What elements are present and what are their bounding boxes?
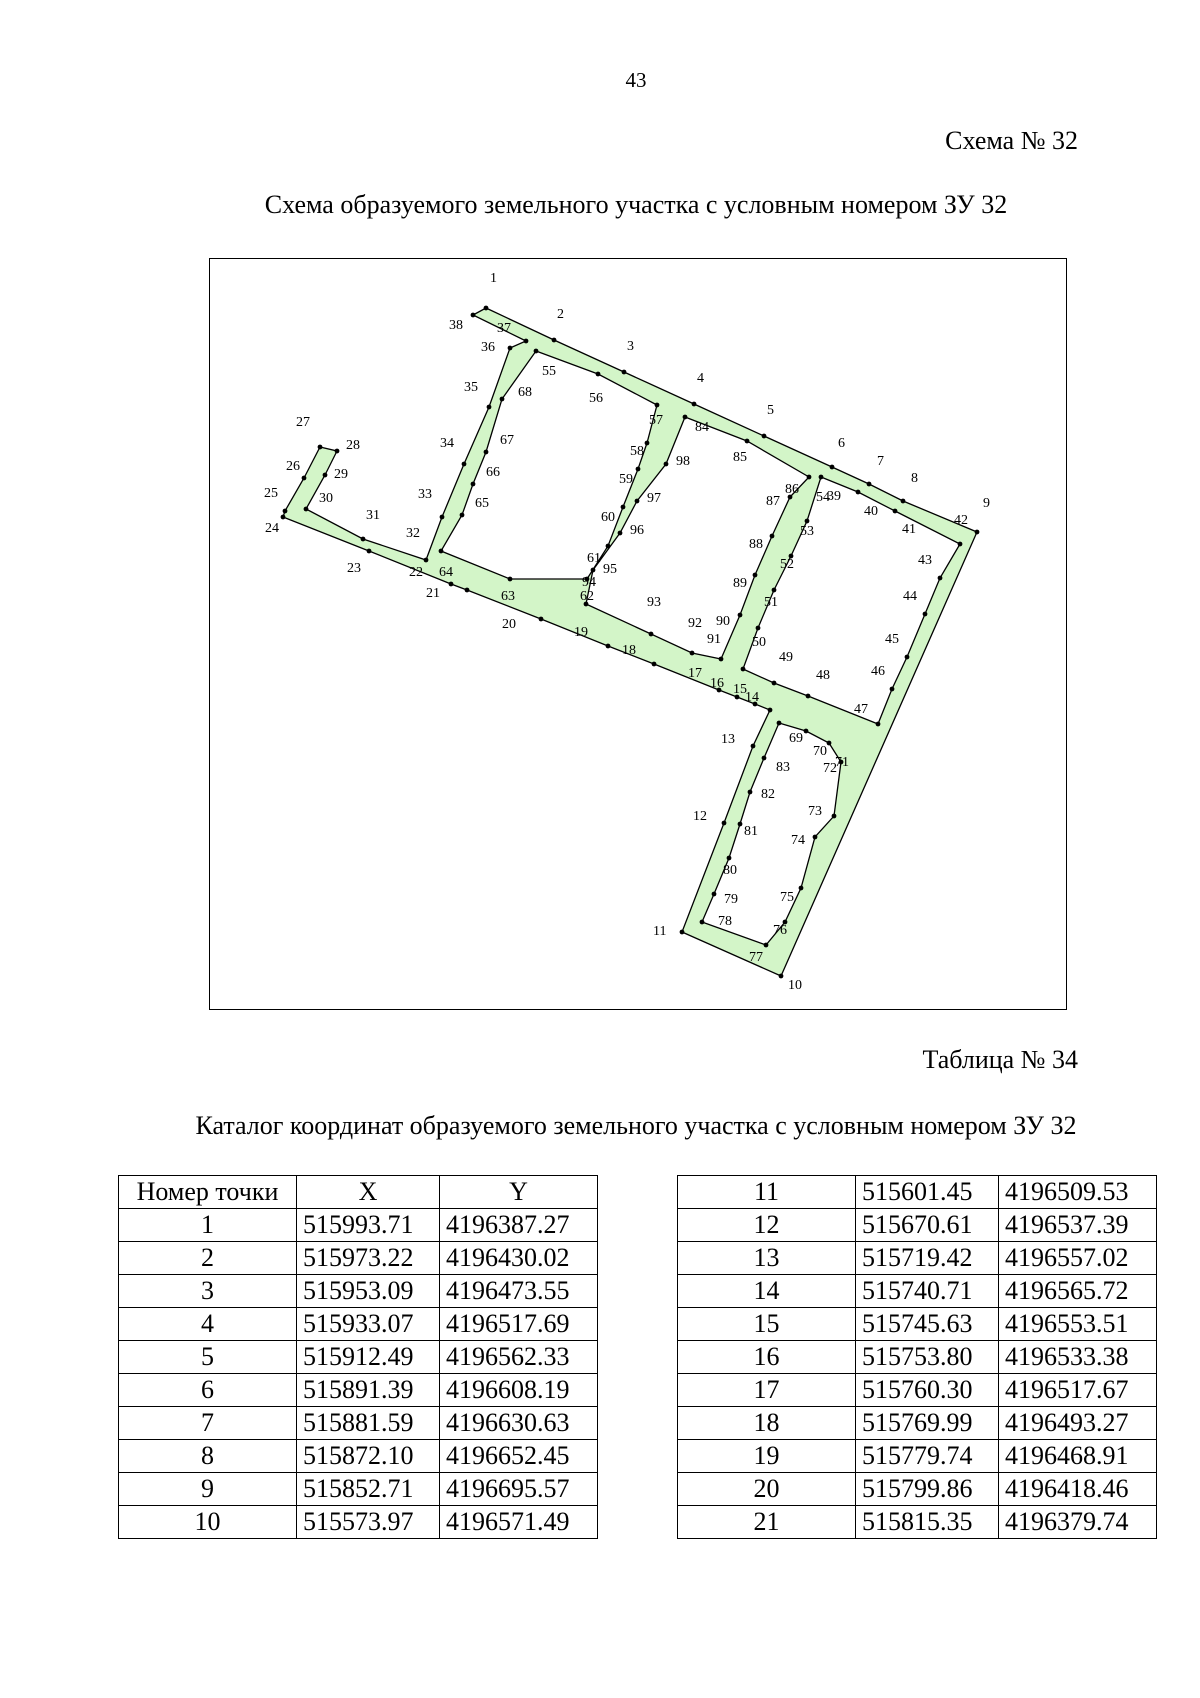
point-number-cell: 20 (678, 1473, 856, 1506)
boundary-point (867, 482, 872, 487)
point-label: 77 (749, 950, 763, 965)
point-label: 70 (813, 744, 827, 759)
point-number-cell: 11 (678, 1176, 856, 1209)
point-label: 63 (501, 589, 515, 604)
boundary-point (762, 434, 767, 439)
boundary-point (500, 397, 505, 402)
point-label: 2 (557, 307, 564, 322)
boundary-point (655, 403, 660, 408)
boundary-point (596, 372, 601, 377)
boundary-point (649, 632, 654, 637)
x-cell: 515753.80 (856, 1341, 999, 1374)
point-label: 52 (780, 557, 794, 572)
point-number-cell: 8 (119, 1440, 297, 1473)
table-row (119, 1341, 598, 1374)
point-label: 78 (718, 914, 732, 929)
boundary-point (508, 577, 513, 582)
point-label: 55 (542, 364, 556, 379)
boundary-point (302, 476, 307, 481)
point-label: 56 (589, 391, 603, 406)
boundary-point (622, 370, 627, 375)
point-label: 83 (776, 760, 790, 775)
table-row (119, 1374, 598, 1407)
boundary-point (323, 473, 328, 478)
x-cell: 515760.30 (856, 1374, 999, 1407)
point-label: 43 (918, 553, 932, 568)
point-label: 12 (693, 809, 707, 824)
y-cell: 4196430.02 (440, 1242, 598, 1275)
point-label: 91 (707, 632, 721, 647)
boundary-point (618, 531, 623, 536)
boundary-point (424, 558, 429, 563)
table-label: Таблица № 34 (922, 1045, 1078, 1074)
header-x: X (297, 1176, 440, 1209)
point-number-cell: 21 (678, 1506, 856, 1539)
x-cell: 515740.71 (856, 1275, 999, 1308)
point-label: 18 (622, 643, 636, 658)
boundary-point (692, 402, 697, 407)
boundary-point (938, 576, 943, 581)
table-row (119, 1473, 598, 1506)
y-cell: 4196468.91 (999, 1440, 1157, 1473)
point-label: 60 (601, 510, 615, 525)
boundary-point (799, 886, 804, 891)
y-cell: 4196630.63 (440, 1407, 598, 1440)
boundary-point (335, 449, 340, 454)
boundary-point (813, 835, 818, 840)
boundary-point (283, 509, 288, 514)
point-number-cell: 9 (119, 1473, 297, 1506)
point-label: 87 (766, 494, 780, 509)
point-label: 62 (580, 589, 594, 604)
point-number-cell: 17 (678, 1374, 856, 1407)
point-label: 90 (716, 614, 730, 629)
point-label: 54 (816, 490, 830, 505)
x-cell: 515670.61 (856, 1209, 999, 1242)
boundary-point (751, 744, 756, 749)
point-label: 42 (954, 513, 968, 528)
boundary-point (645, 441, 650, 446)
point-label: 61 (587, 551, 601, 566)
boundary-point (770, 534, 775, 539)
point-label: 29 (334, 467, 348, 482)
boundary-point (827, 741, 832, 746)
x-cell: 515779.74 (856, 1440, 999, 1473)
boundary-point (779, 974, 784, 979)
point-label: 85 (733, 450, 747, 465)
point-label: 23 (347, 561, 361, 576)
point-label: 31 (366, 508, 380, 523)
point-number-cell: 6 (119, 1374, 297, 1407)
boundary-point (762, 756, 767, 761)
boundary-point (281, 515, 286, 520)
header-y: Y (440, 1176, 598, 1209)
point-number-cell: 14 (678, 1275, 856, 1308)
table-row (119, 1308, 598, 1341)
table-title: Каталог координат образуемого земельного участка с условным номером ЗУ 32 (195, 1111, 1077, 1140)
point-label: 40 (864, 504, 878, 519)
table-row (678, 1209, 1157, 1242)
point-label: 72 (823, 761, 837, 776)
y-cell: 4196608.19 (440, 1374, 598, 1407)
boundary-point (591, 568, 596, 573)
boundary-point (832, 814, 837, 819)
point-label: 10 (788, 978, 802, 993)
point-label: 51 (764, 595, 778, 610)
point-label: 96 (630, 523, 644, 538)
table-row (678, 1341, 1157, 1374)
x-cell: 515745.63 (856, 1308, 999, 1341)
x-cell: 515953.09 (297, 1275, 440, 1308)
point-label: 6 (838, 436, 845, 451)
boundary-point (777, 721, 782, 726)
point-label: 74 (791, 833, 805, 848)
point-label: 79 (724, 892, 738, 907)
boundary-point (690, 651, 695, 656)
boundary-point (449, 582, 454, 587)
point-label: 75 (780, 890, 794, 905)
x-cell: 515973.22 (297, 1242, 440, 1275)
y-cell: 4196418.46 (999, 1473, 1157, 1506)
x-cell: 515891.39 (297, 1374, 440, 1407)
x-cell: 515573.97 (297, 1506, 440, 1539)
boundary-point (772, 588, 777, 593)
boundary-point (465, 588, 470, 593)
x-cell: 515815.35 (856, 1506, 999, 1539)
y-cell: 4196379.74 (999, 1506, 1157, 1539)
boundary-point (700, 920, 705, 925)
boundary-point (471, 482, 476, 487)
boundary-point (772, 681, 777, 686)
point-label: 53 (800, 524, 814, 539)
point-number-cell: 4 (119, 1308, 297, 1341)
point-number-cell: 19 (678, 1440, 856, 1473)
point-number-cell: 16 (678, 1341, 856, 1374)
boundary-point (738, 822, 743, 827)
y-cell: 4196571.49 (440, 1506, 598, 1539)
point-label: 28 (346, 438, 360, 453)
y-cell: 4196509.53 (999, 1176, 1157, 1209)
point-label: 69 (789, 731, 803, 746)
table-row (119, 1209, 598, 1242)
boundary-point (901, 499, 906, 504)
boundary-point (893, 509, 898, 514)
boundary-point (508, 346, 513, 351)
scheme-title: Схема образуемого земельного участка с условным номером ЗУ 32 (264, 190, 1008, 219)
y-cell: 4196652.45 (440, 1440, 598, 1473)
boundary-point (806, 694, 811, 699)
point-label: 1 (490, 271, 497, 286)
table-row (119, 1506, 598, 1539)
boundary-point (462, 462, 467, 467)
y-cell: 4196695.57 (440, 1473, 598, 1506)
y-cell: 4196553.51 (999, 1308, 1157, 1341)
point-label: 36 (481, 340, 495, 355)
boundary-point (830, 465, 835, 470)
coordinates-table-left (118, 1175, 598, 1539)
point-label: 95 (603, 562, 617, 577)
point-label: 34 (440, 436, 454, 451)
point-number-cell: 10 (119, 1506, 297, 1539)
boundary-point (487, 405, 492, 410)
point-label: 39 (827, 489, 841, 504)
table-row (678, 1473, 1157, 1506)
point-number-cell: 18 (678, 1407, 856, 1440)
point-label: 48 (816, 668, 830, 683)
point-number-cell: 7 (119, 1407, 297, 1440)
x-cell: 515881.59 (297, 1407, 440, 1440)
point-label: 97 (647, 491, 661, 506)
table-row (678, 1407, 1157, 1440)
x-cell: 515933.07 (297, 1308, 440, 1341)
table-row (119, 1275, 598, 1308)
point-number-cell: 3 (119, 1275, 297, 1308)
boundary-point (606, 544, 611, 549)
point-label: 20 (502, 617, 516, 632)
boundary-point (804, 729, 809, 734)
point-label: 59 (619, 472, 633, 487)
point-label: 44 (903, 589, 917, 604)
scheme-label: Схема № 32 (945, 126, 1078, 155)
point-label: 22 (409, 565, 423, 580)
table-row (678, 1275, 1157, 1308)
y-cell: 4196533.38 (999, 1341, 1157, 1374)
boundary-point (741, 667, 746, 672)
point-number-cell: 12 (678, 1209, 856, 1242)
point-label: 8 (911, 471, 918, 486)
boundary-point (635, 499, 640, 504)
point-label: 14 (745, 690, 759, 705)
boundary-point (606, 644, 611, 649)
x-cell: 515872.10 (297, 1440, 440, 1473)
point-label: 45 (885, 632, 899, 647)
point-label: 4 (697, 371, 704, 386)
boundary-point (460, 513, 465, 518)
table-row (678, 1242, 1157, 1275)
boundary-point (304, 507, 309, 512)
point-label: 66 (486, 465, 500, 480)
header-point-number: Номер точки (119, 1176, 297, 1209)
point-number-cell: 1 (119, 1209, 297, 1242)
boundary-point (753, 573, 758, 578)
boundary-point (621, 505, 626, 510)
point-number-cell: 15 (678, 1308, 856, 1341)
point-label: 25 (264, 486, 278, 501)
point-label: 24 (265, 521, 279, 536)
point-label: 21 (426, 586, 440, 601)
point-label: 35 (464, 380, 478, 395)
point-label: 81 (744, 824, 758, 839)
boundary-point (905, 655, 910, 660)
boundary-point (856, 490, 861, 495)
point-label: 57 (649, 413, 663, 428)
y-cell: 4196517.69 (440, 1308, 598, 1341)
boundary-point (923, 612, 928, 617)
point-label: 94 (582, 575, 596, 590)
point-label: 80 (723, 863, 737, 878)
boundary-point (471, 313, 476, 318)
boundary-point (683, 415, 688, 420)
boundary-point (484, 450, 489, 455)
boundary-point (738, 613, 743, 618)
point-label: 9 (983, 496, 990, 511)
y-cell: 4196537.39 (999, 1209, 1157, 1242)
x-cell: 515852.71 (297, 1473, 440, 1506)
point-label: 7 (877, 454, 884, 469)
point-label: 26 (286, 459, 300, 474)
x-cell: 515799.86 (856, 1473, 999, 1506)
page-number: 43 (625, 68, 647, 92)
coordinates-table-right (677, 1175, 1157, 1539)
point-label: 38 (449, 318, 463, 333)
x-cell: 515912.49 (297, 1341, 440, 1374)
point-label: 92 (688, 616, 702, 631)
boundary-point (876, 722, 881, 727)
point-label: 37 (497, 321, 511, 336)
point-label: 64 (439, 565, 453, 580)
table-row (678, 1374, 1157, 1407)
y-cell: 4196387.27 (440, 1209, 598, 1242)
table-row (678, 1308, 1157, 1341)
point-label: 11 (653, 924, 667, 939)
x-cell: 515719.42 (856, 1242, 999, 1275)
point-label: 47 (854, 702, 868, 717)
point-label: 13 (721, 732, 735, 747)
table-row (678, 1440, 1157, 1473)
point-label: 71 (835, 755, 849, 770)
point-label: 82 (761, 787, 775, 802)
x-cell: 515601.45 (856, 1176, 999, 1209)
point-number-cell: 13 (678, 1242, 856, 1275)
scheme-frame (209, 258, 1067, 1010)
boundary-point (524, 339, 529, 344)
table-header-row (119, 1176, 598, 1209)
boundary-point (539, 617, 544, 622)
point-label: 86 (785, 482, 799, 497)
boundary-point (367, 549, 372, 554)
boundary-point (552, 338, 557, 343)
y-cell: 4196557.02 (999, 1242, 1157, 1275)
point-label: 46 (871, 664, 885, 679)
y-cell: 4196493.27 (999, 1407, 1157, 1440)
boundary-point (636, 467, 641, 472)
table-row (678, 1176, 1157, 1209)
point-label: 17 (688, 666, 702, 681)
point-label: 65 (475, 496, 489, 511)
point-label: 93 (647, 595, 661, 610)
point-label: 32 (406, 526, 420, 541)
boundary-point (680, 930, 685, 935)
y-cell: 4196565.72 (999, 1275, 1157, 1308)
point-label: 3 (627, 339, 634, 354)
boundary-point (440, 515, 445, 520)
x-cell: 515769.99 (856, 1407, 999, 1440)
point-label: 58 (630, 444, 644, 459)
boundary-point (664, 462, 669, 467)
boundary-point (819, 475, 824, 480)
boundary-point (534, 349, 539, 354)
boundary-point (768, 708, 773, 713)
point-label: 88 (749, 537, 763, 552)
point-label: 41 (902, 522, 916, 537)
y-cell: 4196517.67 (999, 1374, 1157, 1407)
point-label: 73 (808, 804, 822, 819)
boundary-point (748, 790, 753, 795)
point-number-cell: 5 (119, 1341, 297, 1374)
table-row (119, 1407, 598, 1440)
boundary-point (439, 549, 444, 554)
boundary-point (652, 662, 657, 667)
point-label: 27 (296, 415, 310, 430)
table-row (678, 1506, 1157, 1539)
point-label: 68 (518, 385, 532, 400)
point-label: 76 (773, 923, 787, 938)
point-label: 67 (500, 433, 514, 448)
boundary-point (745, 439, 750, 444)
table-row (119, 1242, 598, 1275)
x-cell: 515993.71 (297, 1209, 440, 1242)
boundary-point (484, 306, 489, 311)
boundary-point (722, 821, 727, 826)
boundary-point (764, 943, 769, 948)
boundary-point (361, 537, 366, 542)
table-row (119, 1440, 598, 1473)
point-label: 49 (779, 650, 793, 665)
point-label: 16 (710, 676, 724, 691)
point-label: 89 (733, 576, 747, 591)
point-label: 98 (676, 454, 690, 469)
boundary-point (807, 475, 812, 480)
land-plot-area (283, 308, 977, 976)
boundary-point (727, 856, 732, 861)
boundary-point (318, 445, 323, 450)
point-label: 84 (695, 420, 709, 435)
point-label: 19 (574, 625, 588, 640)
boundary-point (805, 519, 810, 524)
boundary-point (975, 530, 980, 535)
boundary-point (958, 542, 963, 547)
point-label: 30 (319, 491, 333, 506)
boundary-point (719, 657, 724, 662)
point-label: 50 (752, 635, 766, 650)
point-number-cell: 2 (119, 1242, 297, 1275)
boundary-point (756, 626, 761, 631)
boundary-point (890, 687, 895, 692)
boundary-point (712, 892, 717, 897)
point-label: 33 (418, 487, 432, 502)
point-label: 15 (733, 682, 747, 697)
y-cell: 4196562.33 (440, 1341, 598, 1374)
y-cell: 4196473.55 (440, 1275, 598, 1308)
point-label: 5 (767, 403, 774, 418)
